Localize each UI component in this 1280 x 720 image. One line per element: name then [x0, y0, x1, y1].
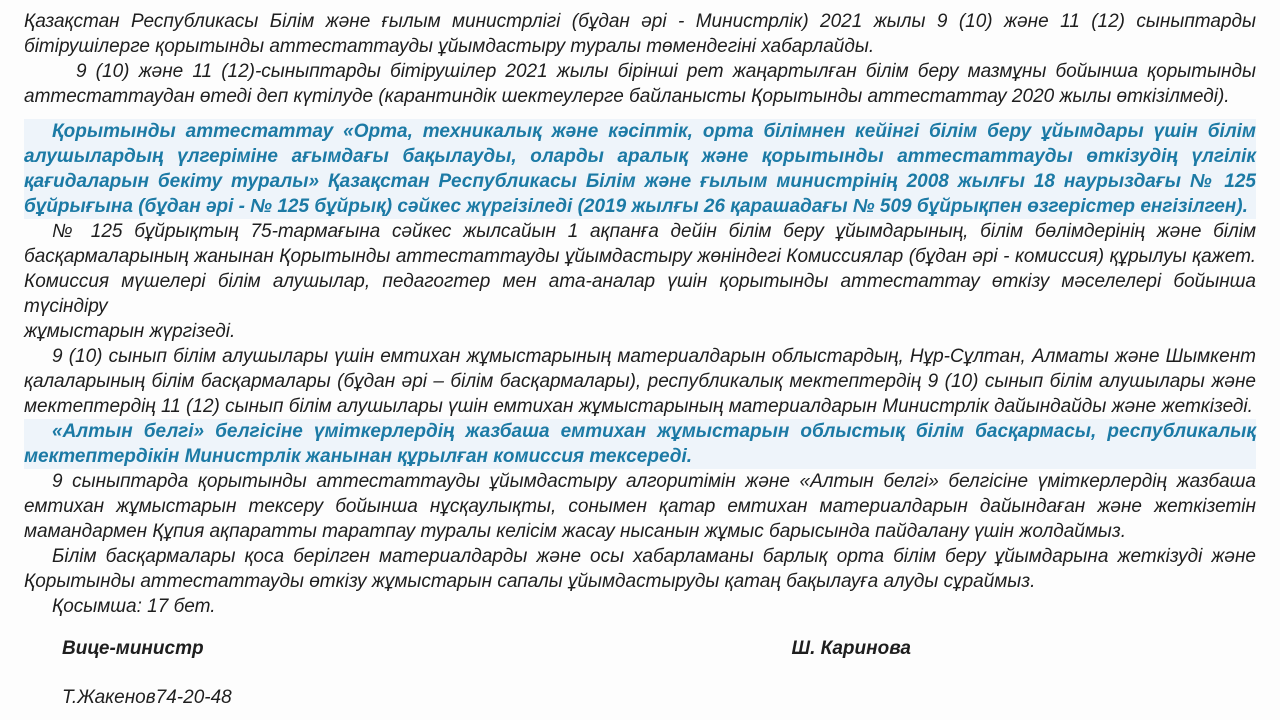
paragraph-emphasized — [24, 419, 1256, 469]
paragraph — [24, 544, 1256, 594]
signature-role: Вице-министр — [62, 638, 204, 659]
text-line: басқармаларының жанынан Қорытынды аттестаттауды ұйымдастыру жөніндегі Комиссиялар (бұдан әрі - комиссия) құрылуы қажет. — [24, 246, 1256, 267]
text-line: мамандармен Құпия ақпаратты таратпау туралы келісім жасау нысанын жұмыс барысында пайдалану үшін жолдаймыз. — [24, 521, 1126, 542]
text-line: № 125 бұйрықтың 75-тармағына сәйкес жылсайын 1 ақпанға дейін білім беру ұйымдарының, білім бөлімдерінің және білім — [52, 221, 1256, 242]
text-line: 9 (10) және 11 (12)-сыныптарды бітірушілер 2021 жылы бірінші рет жаңартылған білім беру мазмұны бойынша қорытынды — [76, 61, 1256, 82]
text-line: Қорытынды аттестаттау «Орта, техникалық және кәсіптік, орта білімнен кейінгі білім беру ұйымдары үшін білім — [52, 121, 1256, 142]
signature-name: Ш. Каринова — [791, 638, 911, 659]
text-line: Қосымша: 17 бет. — [52, 596, 216, 617]
text-line: Комиссия мүшелері білім алушылар, педагогтер мен ата-аналар үшін қорытынды аттестаттау өткізу мәселелері бойынша түсіндіру — [24, 271, 1256, 317]
executor-line — [24, 685, 1256, 710]
text-line: Білім басқармалары қоса берілген материалдарды және осы хабарламаны барлық орта білім беру ұйымдарына жеткізуді және — [52, 546, 1256, 567]
text-line: қалаларының білім басқармалары (бұдан әрі – білім басқармалары), республикалық мектептердің 9 (10) сынып білім алушылары және — [24, 371, 1256, 392]
paragraph — [24, 469, 1256, 544]
document-body — [24, 9, 1256, 619]
paragraph — [24, 219, 1256, 344]
text-line: емтихан жұмыстарын тексеру бойынша нұсқаулықты, сонымен қатар емтихан материалдарын дайындаған және жеткізетін — [24, 496, 1256, 517]
text-line: бұйрығына (бұдан әрі - № 125 бұйрық) сәйкес жүргізіледі (2019 жылғы 26 қарашадағы № 509 бұйрықпен өзгерістер енгізілген). — [24, 196, 1248, 217]
text-line: Қорытынды аттестаттауды өткізу жұмыстарын сапалы ұйымдастыруды қатаң бақылауға алуды сұраймыз. — [24, 571, 1036, 592]
paragraph — [24, 344, 1256, 419]
text-line: аттестаттаудан өтеді деп күтілуде (карантиндік шектеулерге байланысты Қорытынды аттестаттау 2020 жылы өткізілмеді). — [24, 86, 1230, 107]
text-line: бітірушілерге қорытынды аттестаттауды ұйымдастыру туралы төмендегіні хабарлайды. — [24, 36, 875, 57]
paragraph — [24, 9, 1256, 59]
signature-row — [24, 636, 1256, 661]
text-line: «Алтын белгі» белгісіне үміткерлердің жазбаша емтихан жұмыстарын облыстық білім басқармасы, республикалық — [52, 421, 1256, 442]
text-line: қағидаларын бекіту туралы» Қазақстан Республикасы Білім және ғылым министрінің 2008 жылғы 18 наурыздағы № 125 — [24, 171, 1256, 192]
paragraph-emphasized — [24, 119, 1256, 219]
text-line: алушылардың үлгеріміне ағымдағы бақылауды, оларды аралық және қорытынды аттестаттауды өткізудің үлгілік — [24, 146, 1256, 167]
paragraph — [24, 59, 1256, 109]
text-line: мектептердікін Министрлік жанынан құрылған комиссия тексереді. — [24, 446, 693, 467]
text-line: жұмыстарын жүргізеді. — [24, 321, 236, 342]
text-line: мектептердің 11 (12) сынып білім алушылары үшін емтихан жұмыстарының материалдарын Министрлік дайындайды және жеткізеді. — [24, 396, 1253, 417]
text-line: 9 (10) сынып білім алушылары үшін емтихан жұмыстарының материалдарын облыстардың, Нұр-Сұлтан, Алматы және Шымкент — [52, 346, 1256, 367]
text-line: Қазақстан Республикасы Білім және ғылым министрлігі (бұдан әрі - Министрлік) 2021 жылы 9 (10) және 11 (12) сыныптарды — [24, 11, 1256, 32]
executor-text: Т.Жакенов74-20-48 — [62, 687, 232, 708]
text-line: 9 сыныптарда қорытынды аттестаттауды ұйымдастыру алгоритімін және «Алтын белгі» белгісіне үміткерлердің жазбаша — [52, 471, 1256, 492]
paragraph — [24, 594, 1256, 619]
